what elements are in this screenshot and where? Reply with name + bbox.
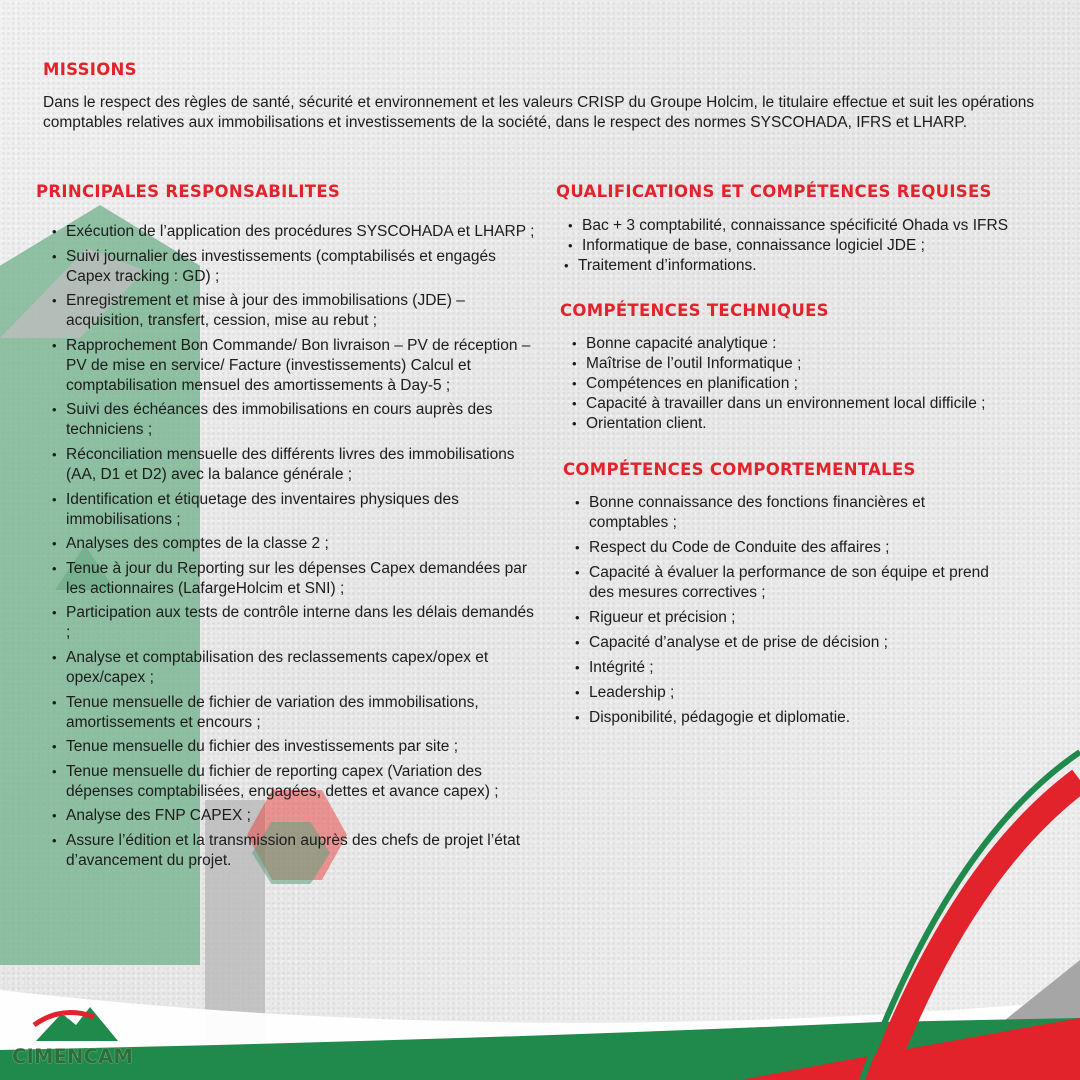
list-item: • Participation aux tests de contrôle interne dans les délais demandés ; <box>52 603 542 643</box>
list-item: • Traitement d’informations. <box>564 256 1068 276</box>
qualifications-list <box>568 216 1068 276</box>
behavioral-list <box>575 493 995 733</box>
list-item: • Compétences en planification ; <box>572 374 1072 394</box>
list-item: • Suivi journalier des investissements (comptabilisés et engagés Capex tracking : GD) ; <box>52 247 542 287</box>
missions-title: MISSIONS <box>43 60 137 79</box>
list-item: • Capacité à évaluer la performance de son équipe et prend des mesures correctives ; <box>575 563 995 603</box>
technical-list <box>572 334 1072 434</box>
brand-name: CIMENCAM <box>12 1045 134 1068</box>
list-item: • Assure l’édition et la transmission auprès des chefs de projet l’état d’avancement du projet. <box>52 831 542 871</box>
list-item: • Orientation client. <box>572 414 1072 434</box>
list-item: • Analyse et comptabilisation des reclassements capex/opex et opex/capex ; <box>52 648 542 688</box>
list-item: • Rapprochement Bon Commande/ Bon livraison – PV de réception – PV de mise en service/ Facture (investissements) Calcul et comptabilisation mensuel des amortissements à Day-5 ; <box>52 336 542 396</box>
list-item: • Tenue mensuelle de fichier de variation des immobilisations, amortissements et encours ; <box>52 693 542 733</box>
list-item: • Analyse des FNP CAPEX ; <box>52 806 542 826</box>
list-item: • Capacité à travailler dans un environnement local difficile ; <box>572 394 1072 414</box>
responsibilities-title: PRINCIPALES RESPONSABILITES <box>36 182 341 201</box>
list-item: • Disponibilité, pédagogie et diplomatie. <box>575 708 995 728</box>
cimencam-logo <box>12 1003 142 1073</box>
list-item: • Informatique de base, connaissance logiciel JDE ; <box>568 236 1068 256</box>
behavioral-title: COMPÉTENCES COMPORTEMENTALES <box>563 460 916 479</box>
missions-text: Dans le respect des règles de santé, sécurité et environnement et les valeurs CRISP du Groupe Holcim, le titulaire effectue et suit les opérations comptables relatives aux immobilisations et investissements de la société, dans le respect des normes SYSCOHADA, IFRS et LHARP. <box>43 94 1035 131</box>
technical-title: COMPÉTENCES TECHNIQUES <box>560 301 829 320</box>
list-item: • Bonne capacité analytique : <box>572 334 1072 354</box>
list-item: • Bonne connaissance des fonctions financières et comptables ; <box>575 493 995 533</box>
list-item: • Identification et étiquetage des inventaires physiques des immobilisations ; <box>52 490 542 530</box>
list-item: • Réconciliation mensuelle des différents livres des immobilisations (AA, D1 et D2) avec la balance générale ; <box>52 445 542 485</box>
responsibilities-list <box>52 222 542 876</box>
list-item: • Rigueur et précision ; <box>575 608 995 628</box>
list-item: • Respect du Code de Conduite des affaires ; <box>575 538 995 558</box>
list-item: • Tenue mensuelle du fichier de reporting capex (Variation des dépenses comptabilisées, engagées, dettes et avance capex) ; <box>52 762 542 802</box>
list-item: • Maîtrise de l’outil Informatique ; <box>572 354 1072 374</box>
list-item: • Analyses des comptes de la classe 2 ; <box>52 534 542 554</box>
mountain-logo-icon <box>32 1003 122 1045</box>
qualifications-title: QUALIFICATIONS ET COMPÉTENCES REQUISES <box>556 182 992 201</box>
list-item: • Bac + 3 comptabilité, connaissance spécificité Ohada vs IFRS <box>568 216 1068 236</box>
list-item: • Tenue à jour du Reporting sur les dépenses Capex demandées par les actionnaires (LafargeHolcim et SNI) ; <box>52 559 542 599</box>
list-item: • Exécution de l’application des procédures SYSCOHADA et LHARP ; <box>52 222 542 242</box>
list-item: • Leadership ; <box>575 683 995 703</box>
list-item: • Capacité d’analyse et de prise de décision ; <box>575 633 995 653</box>
list-item: • Suivi des échéances des immobilisations en cours auprès des techniciens ; <box>52 400 542 440</box>
list-item: • Intégrité ; <box>575 658 995 678</box>
list-item: • Tenue mensuelle du fichier des investissements par site ; <box>52 737 542 757</box>
list-item: • Enregistrement et mise à jour des immobilisations (JDE) – acquisition, transfert, cession, mise au rebut ; <box>52 291 542 331</box>
